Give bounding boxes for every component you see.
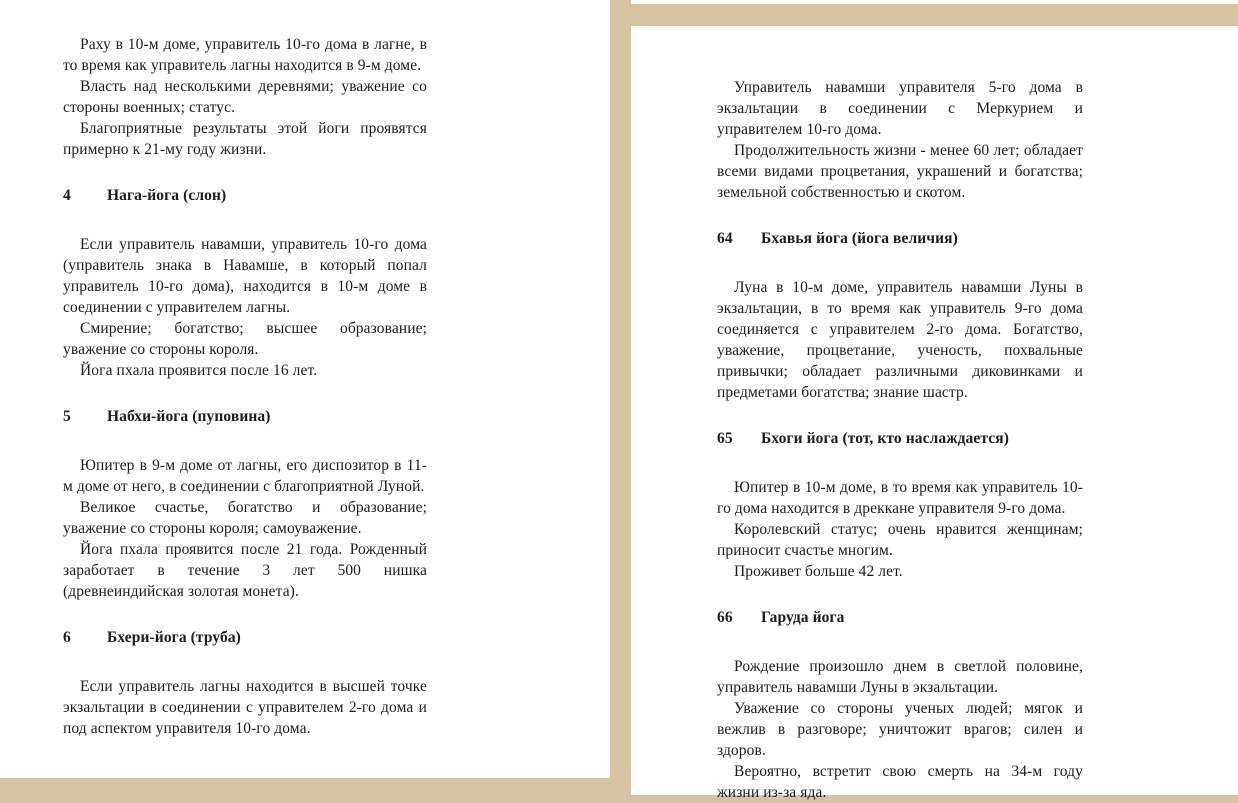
paragraph: Раху в 10-м доме, управитель 10-го дома в лагне, в то время как управитель лагны находится в 9-м доме. xyxy=(63,36,427,74)
section-title: Нага-йога (слон) xyxy=(107,187,227,204)
section-number: 6 xyxy=(63,629,71,646)
left-page xyxy=(0,0,610,778)
section-title: Бхоги йога (тот, кто наслаждается) xyxy=(761,430,1009,447)
section-heading xyxy=(63,406,427,427)
section-heading xyxy=(717,607,1083,628)
section-title: Бхери-йога (труба) xyxy=(107,629,241,646)
paragraph: Луна в 10-м доме, управитель навамши Луны в экзальтации, в то время как управитель 9-го дома соединяется с управителем 2-го дома. Богатство, уважение, процветание, ученость, похвальные привычки; обладает различными диковинками и предметами богатства; знание шастр. xyxy=(717,279,1083,401)
section-number: 4 xyxy=(63,187,71,204)
paragraph: Йога пхала проявится после 16 лет. xyxy=(80,362,318,379)
paragraph: Йога пхала проявится после 21 года. Рожденный заработает в течение 3 лет 500 нишка (древнеиндийская золотая монета). xyxy=(63,541,427,600)
paragraph: Управитель навамши управителя 5-го дома в экзальтации в соединении с Меркурием и управителем 10-го дома. xyxy=(717,79,1083,138)
section-title: Гаруда йога xyxy=(761,609,845,626)
paragraph: Если управитель лагны находится в высшей точке экзальтации в соединении с управителем 2-го дома и под аспектом управителя 10-го дома. xyxy=(63,678,427,737)
right-page xyxy=(631,26,1238,801)
section-heading xyxy=(63,185,427,206)
paragraph: Рождение произошло днем в светлой половине, управитель навамши Луны в экзальтации. xyxy=(717,658,1083,696)
left-page-text-column xyxy=(63,0,427,739)
previous-page-bottom-edge xyxy=(631,0,1238,4)
paragraph: Великое счастье, богатство и образование; уважение со стороны короля; самоуважение. xyxy=(63,499,427,537)
paragraph: Вероятно, встретит свою смерть на 34-м году жизни из-за яда. xyxy=(717,763,1083,801)
section-title: Бхавья йога (йога величия) xyxy=(761,230,958,247)
paragraph: Уважение со стороны ученых людей; мягок и вежлив в разговоре; уничтожит врагов; силен и здоров. xyxy=(717,700,1083,759)
section-title: Набхи-йога (пуповина) xyxy=(107,408,271,425)
paragraph: Благоприятные результаты этой йоги проявятся примерно к 21-му году жизни. xyxy=(63,120,427,158)
section-heading xyxy=(63,627,427,648)
section-heading xyxy=(717,228,1083,249)
section-number: 65 xyxy=(717,430,733,447)
paragraph: Юпитер в 10-м доме, в то время как управитель 10-го дома находится в дреккане управителя 9-го дома. xyxy=(717,479,1083,517)
paragraph: Если управитель навамши, управитель 10-го дома (управитель знака в Навамше, в который попал управитель 10-го дома), находится в 10-м доме в соединении с управителем лагны. xyxy=(63,236,427,316)
section-heading xyxy=(717,428,1083,449)
right-page-text-column xyxy=(717,26,1083,803)
paragraph: Юпитер в 9-м доме от лагны, его диспозитор в 11-м доме от него, в соединении с благоприятной Луной. xyxy=(63,457,427,495)
paragraph: Продолжительность жизни - менее 60 лет; обладает всеми видами процветания, украшений и богатства; земельной собственностью и скотом. xyxy=(717,142,1083,201)
section-number: 66 xyxy=(717,609,733,626)
section-number: 64 xyxy=(717,230,733,247)
paragraph: Королевский статус; очень нравится женщинам; приносит счастье многим. xyxy=(717,521,1083,559)
paragraph: Смирение; богатство; высшее образование; уважение со стороны короля. xyxy=(63,320,427,358)
paragraph: Власть над несколькими деревнями; уважение со стороны военных; статус. xyxy=(63,78,427,116)
section-number: 5 xyxy=(63,408,71,425)
paragraph: Проживет больше 42 лет. xyxy=(734,563,903,580)
